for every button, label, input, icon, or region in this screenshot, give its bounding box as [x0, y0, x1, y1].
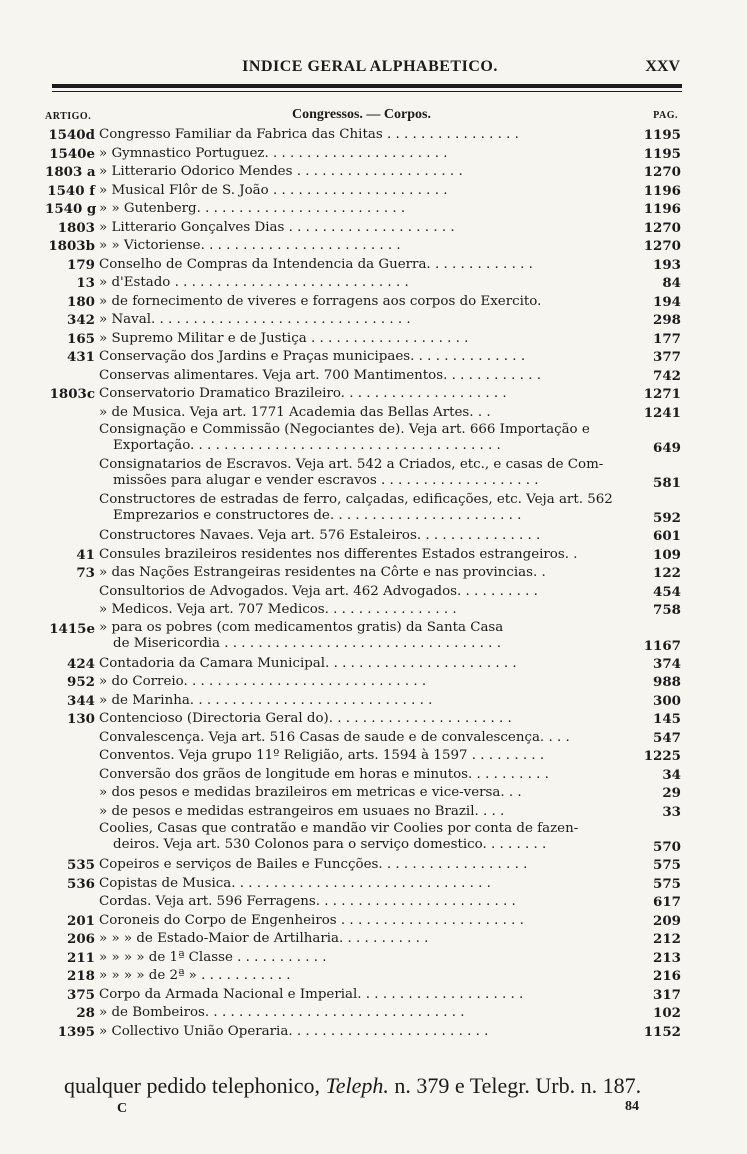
article-number: 165	[67, 330, 95, 347]
article-number: 1803 a	[45, 164, 96, 180]
entry-text: Conservas alimentares. Veja art. 700 Mantimentos. . . . . . . . . . . .	[99, 367, 541, 383]
page-ref: 1271	[643, 386, 681, 402]
page-ref: 742	[653, 367, 681, 384]
article-number: 1540 g	[45, 201, 97, 217]
index-row	[45, 457, 683, 492]
index-row	[45, 893, 683, 912]
index-row	[45, 821, 683, 856]
article-number: 535	[67, 857, 95, 873]
entry-text: Conservatorio Dramatico Brazileiro. . . . . . . . . . . . . . . . . . . .	[99, 386, 507, 401]
article-number: 179	[67, 256, 95, 273]
article-number: 342	[67, 312, 95, 328]
article-number: 206	[67, 931, 95, 947]
entry-text: Contadoria da Camara Municipal. . . . . . . . . . . . . . . . . . . . . . .	[99, 655, 517, 671]
index-row	[45, 492, 683, 527]
section-heading: Congressos. — Corpos.	[292, 107, 431, 122]
page-ref: 102	[653, 1005, 681, 1021]
index-row	[45, 274, 683, 293]
entry-text: Conselho de Compras da Intendencia da Guerra. . . . . . . . . . . . .	[99, 256, 533, 272]
index-row	[45, 967, 683, 986]
page-ref: 1152	[643, 1023, 681, 1040]
page-ref: 1195	[643, 127, 681, 143]
entry-text-line2: de Misericordia . . . . . . . . . . . . . . . . . . . . . . . . . . . . . . . . .	[113, 635, 501, 651]
index-row	[45, 784, 683, 803]
index-row	[45, 311, 683, 330]
index-row	[45, 875, 683, 894]
index-row	[45, 367, 683, 386]
page-ref: 194	[653, 293, 681, 310]
page-ref: 575	[653, 857, 681, 873]
index-row	[45, 655, 683, 674]
index-row	[45, 237, 683, 256]
article-number: 1540d	[48, 127, 95, 143]
index-row	[45, 583, 683, 602]
entry-text: » Naval. . . . . . . . . . . . . . . . . . . . . . . . . . . . . . .	[99, 312, 411, 327]
page-ref: 377	[653, 349, 681, 365]
index-row	[45, 620, 683, 655]
page-ref: 454	[653, 583, 681, 600]
entry-text: » » Victoriense. . . . . . . . . . . . . . . . . . . . . . . .	[99, 238, 401, 253]
entry-text: Corpo da Armada Nacional e Imperial. . . . . . . . . . . . . . . . . . . .	[99, 986, 524, 1002]
entry-text: Consultorios de Advogados. Veja art. 462 Advogados. . . . . . . . . .	[99, 583, 538, 599]
index-row	[45, 564, 683, 583]
entry-text-line2: deiros. Veja art. 530 Colonos para o serviço domestico. . . . . . . .	[113, 837, 547, 852]
entry-text: » Litterario Gonçalves Dias . . . . . . . . . . . . . . . . . . . .	[99, 219, 455, 235]
index-row	[45, 803, 683, 822]
page-ref: 1196	[643, 201, 681, 217]
entry-text: » de Bombeiros. . . . . . . . . . . . . . . . . . . . . . . . . . . . . . .	[99, 1005, 465, 1020]
entry-text: » das Nações Estrangeiras residentes na Côrte e nas provincias. .	[99, 565, 546, 580]
entry-text: » de pesos e medidas estrangeiros em usuaes no Brazil. . . .	[99, 803, 505, 819]
index-row	[45, 126, 683, 145]
page-title: INDICE GERAL ALPHABETICO.	[242, 58, 498, 75]
page-ref: 547	[653, 729, 681, 746]
entry-text: » d'Estado . . . . . . . . . . . . . . . . . . . . . . . . . . . .	[99, 275, 409, 290]
entry-text: Conservação dos Jardins e Praças municipaes. . . . . . . . . . . . . .	[99, 349, 526, 364]
page-ref: 109	[653, 546, 681, 563]
footer-teleph: Teleph.	[325, 1073, 389, 1098]
sheet-number: 84	[625, 1099, 639, 1114]
entry-text: » Musical Flôr de S. João . . . . . . . . . . . . . . . . . . . . .	[99, 182, 448, 198]
page-ref: 34	[662, 766, 681, 783]
entry-text: » de fornecimento de viveres e forragens aos corpos do Exercito.	[99, 293, 542, 309]
entry-text	[99, 492, 637, 524]
page-ref: 84	[662, 275, 681, 291]
index-row	[45, 404, 683, 423]
index-row	[45, 601, 683, 620]
article-number: 536	[67, 875, 95, 892]
article-number: 130	[67, 711, 95, 727]
index-row	[45, 219, 683, 238]
entry-text: » Collectivo União Operaria. . . . . . . . . . . . . . . . . . . . . . . .	[99, 1023, 489, 1039]
index-row	[45, 348, 683, 367]
page-ref: 29	[662, 785, 681, 801]
entry-text	[99, 620, 637, 652]
page-ref: 145	[653, 711, 681, 727]
index-row	[45, 182, 683, 201]
page-ref: 592	[653, 510, 681, 526]
page-ref: 570	[653, 839, 681, 855]
index-row	[45, 256, 683, 275]
page-ref: 1167	[643, 637, 681, 654]
index-row	[45, 293, 683, 312]
index-row	[45, 200, 683, 219]
index-row	[45, 766, 683, 785]
entry-text: Coroneis do Corpo de Engenheiros . . . . . . . . . . . . . . . . . . . . . .	[99, 912, 524, 928]
page-ref: 1196	[643, 182, 681, 199]
entry-text: » » Gutenberg. . . . . . . . . . . . . . . . . . . . . . . . .	[99, 201, 406, 216]
entry-text: » » » » de 1ª Classe . . . . . . . . . . .	[99, 949, 327, 965]
page-ref: 298	[653, 312, 681, 328]
entry-text	[99, 821, 637, 853]
entry-text: Convalescença. Veja art. 516 Casas de saude e de convalescença. . . .	[99, 729, 570, 745]
article-number: 13	[76, 275, 95, 291]
page-ref: 209	[653, 912, 681, 929]
column-headings	[45, 108, 678, 124]
page-ref: 300	[653, 692, 681, 709]
index-row	[45, 385, 683, 404]
entry-text: » de Musica. Veja art. 1771 Academia das Bellas Artes. . .	[99, 404, 491, 420]
index-row	[45, 692, 683, 711]
entry-text-line2: missões para alugar e vender escravos . . . . . . . . . . . . . . . . . . .	[113, 473, 539, 488]
index-row	[45, 986, 683, 1005]
entry-text: » » » de Estado-Maior de Artilharia. . . . . . . . . . .	[99, 931, 429, 946]
page-ref: 1270	[643, 219, 681, 236]
entry-text: Conventos. Veja grupo 11º Religião, arts. 1594 à 1597 . . . . . . . . .	[99, 748, 545, 763]
index-row	[45, 1023, 683, 1042]
entry-text: Copistas de Musica. . . . . . . . . . . . . . . . . . . . . . . . . . . . . . .	[99, 875, 491, 891]
index-row	[45, 546, 683, 565]
article-number: 201	[67, 912, 95, 929]
article-number: 211	[67, 949, 95, 966]
entry-text: » Litterario Odorico Mendes . . . . . . . . . . . . . . . . . . . .	[99, 164, 463, 179]
page-ref: 213	[653, 949, 681, 966]
entry-text: Constructores Navaes. Veja art. 576 Estaleiros. . . . . . . . . . . . . . .	[99, 528, 541, 543]
entry-text	[99, 422, 637, 454]
index-list	[45, 126, 683, 1041]
entry-text: » Gymnastico Portuguez. . . . . . . . . . . . . . . . . . . . . .	[99, 145, 448, 161]
page-header	[60, 58, 680, 78]
index-row	[45, 710, 683, 729]
entry-text-line2: Exportação. . . . . . . . . . . . . . . . . . . . . . . . . . . . . . . . . . . . .	[113, 438, 501, 453]
page-ref: 193	[653, 256, 681, 273]
article-number: 73	[76, 565, 95, 581]
index-row	[45, 527, 683, 546]
page-ref: 1270	[643, 164, 681, 180]
index-row	[45, 729, 683, 748]
page-ref: 212	[653, 931, 681, 947]
index-row	[45, 330, 683, 349]
footer-text-end: n. 379 e Telegr. Urb. n. 187.	[394, 1073, 642, 1098]
page-ref: 122	[653, 565, 681, 581]
article-number: 344	[67, 692, 95, 709]
entry-text: Contencioso (Directoria Geral do). . . . . . . . . . . . . . . . . . . . . .	[99, 711, 512, 726]
page-ref: 988	[653, 674, 681, 690]
entry-text: » dos pesos e medidas brazileiros em metricas e vice-versa. . .	[99, 785, 522, 800]
entry-text: » do Correio. . . . . . . . . . . . . . . . . . . . . . . . . . . . .	[99, 674, 427, 689]
article-number: 218	[67, 968, 95, 984]
index-row	[45, 145, 683, 164]
page-ref: 575	[653, 875, 681, 892]
page-ref: 1225	[643, 748, 681, 764]
entry-text-line1: » para os pobres (com medicamentos gratis) da Santa Casa	[99, 619, 504, 635]
page-ref: 649	[653, 440, 681, 456]
index-row	[45, 673, 683, 692]
entry-text-line1: Consignação e Commissão (Negociantes de). Veja art. 666 Importação e	[99, 422, 590, 437]
article-number: 375	[67, 986, 95, 1003]
entry-text-line1: Constructores de estradas de ferro, calçadas, edificações, etc. Veja art. 562	[99, 492, 613, 507]
footer-text-start: qualquer pedido telephonico,	[64, 1073, 320, 1098]
header-rule-thick	[52, 84, 682, 88]
index-row	[45, 949, 683, 968]
entry-text: Conversão dos grãos de longitude em horas e minutos. . . . . . . . . .	[99, 766, 549, 782]
entry-text: Congresso Familiar da Fabrica das Chitas . . . . . . . . . . . . . . . .	[99, 127, 519, 142]
article-number: 41	[76, 546, 95, 563]
signature-letter: C	[117, 1101, 128, 1116]
article-number: 1540 f	[47, 182, 95, 199]
entry-text-line2: Emprezarios e constructores de. . . . . . . . . . . . . . . . . . . . . . .	[113, 508, 522, 523]
page-ref: 1270	[643, 238, 681, 254]
article-number: 1803c	[49, 386, 95, 402]
page-ref: 374	[653, 655, 681, 672]
entry-text: » Medicos. Veja art. 707 Medicos. . . . . . . . . . . . . . . .	[99, 602, 457, 617]
entry-text: » » » » de 2ª » . . . . . . . . . . .	[99, 968, 291, 983]
artigo-heading: ARTIGO.	[45, 111, 92, 122]
page-ref: 33	[662, 803, 681, 820]
article-number: 952	[67, 674, 95, 690]
article-number: 424	[67, 655, 95, 672]
index-row	[45, 930, 683, 949]
article-number: 431	[67, 349, 95, 365]
entry-text: Consules brazileiros residentes nos differentes Estados estrangeiros. .	[99, 546, 578, 562]
page-ref: 317	[653, 986, 681, 1003]
entry-text: » de Marinha. . . . . . . . . . . . . . . . . . . . . . . . . . . . .	[99, 692, 433, 708]
article-number: 1803b	[48, 238, 95, 254]
article-number: 28	[76, 1005, 95, 1021]
page-ref: 617	[653, 894, 681, 910]
page-number-roman: XXV	[645, 58, 680, 75]
entry-text-line1: Consignatarios de Escravos. Veja art. 542 a Criados, etc., e casas de Com-	[99, 457, 604, 472]
header-rule-thin	[52, 91, 682, 92]
page-ref: 1195	[643, 145, 681, 162]
entry-text: » Supremo Militar e de Justiça . . . . . . . . . . . . . . . . . . .	[99, 330, 469, 346]
article-number: 1395	[57, 1023, 95, 1040]
article-number: 1803	[57, 219, 95, 236]
index-row	[45, 1004, 683, 1023]
page-ref: 581	[653, 475, 681, 491]
index-row	[45, 163, 683, 182]
pag-heading: PAG.	[653, 110, 678, 121]
page-ref: 177	[653, 330, 681, 347]
entry-text: Copeiros e serviços de Bailes e Funcções. . . . . . . . . . . . . . . . . .	[99, 857, 528, 872]
index-row	[45, 856, 683, 875]
entry-text-line1: Coolies, Casas que contratão e mandão vir Coolies por conta de fazen-	[99, 821, 579, 836]
entry-text: Cordas. Veja art. 596 Ferragens. . . . . . . . . . . . . . . . . . . . . . . .	[99, 894, 516, 909]
footer-line	[64, 1073, 694, 1097]
article-number: 1540e	[49, 145, 95, 162]
article-number: 1415e	[49, 620, 95, 637]
page-ref: 216	[653, 968, 681, 984]
index-row	[45, 747, 683, 766]
index-row	[45, 422, 683, 457]
page-ref: 601	[653, 528, 681, 544]
index-row	[45, 912, 683, 931]
article-number: 180	[67, 293, 95, 310]
entry-text	[99, 457, 637, 489]
page-ref: 1241	[643, 404, 681, 421]
page-ref: 758	[653, 602, 681, 618]
